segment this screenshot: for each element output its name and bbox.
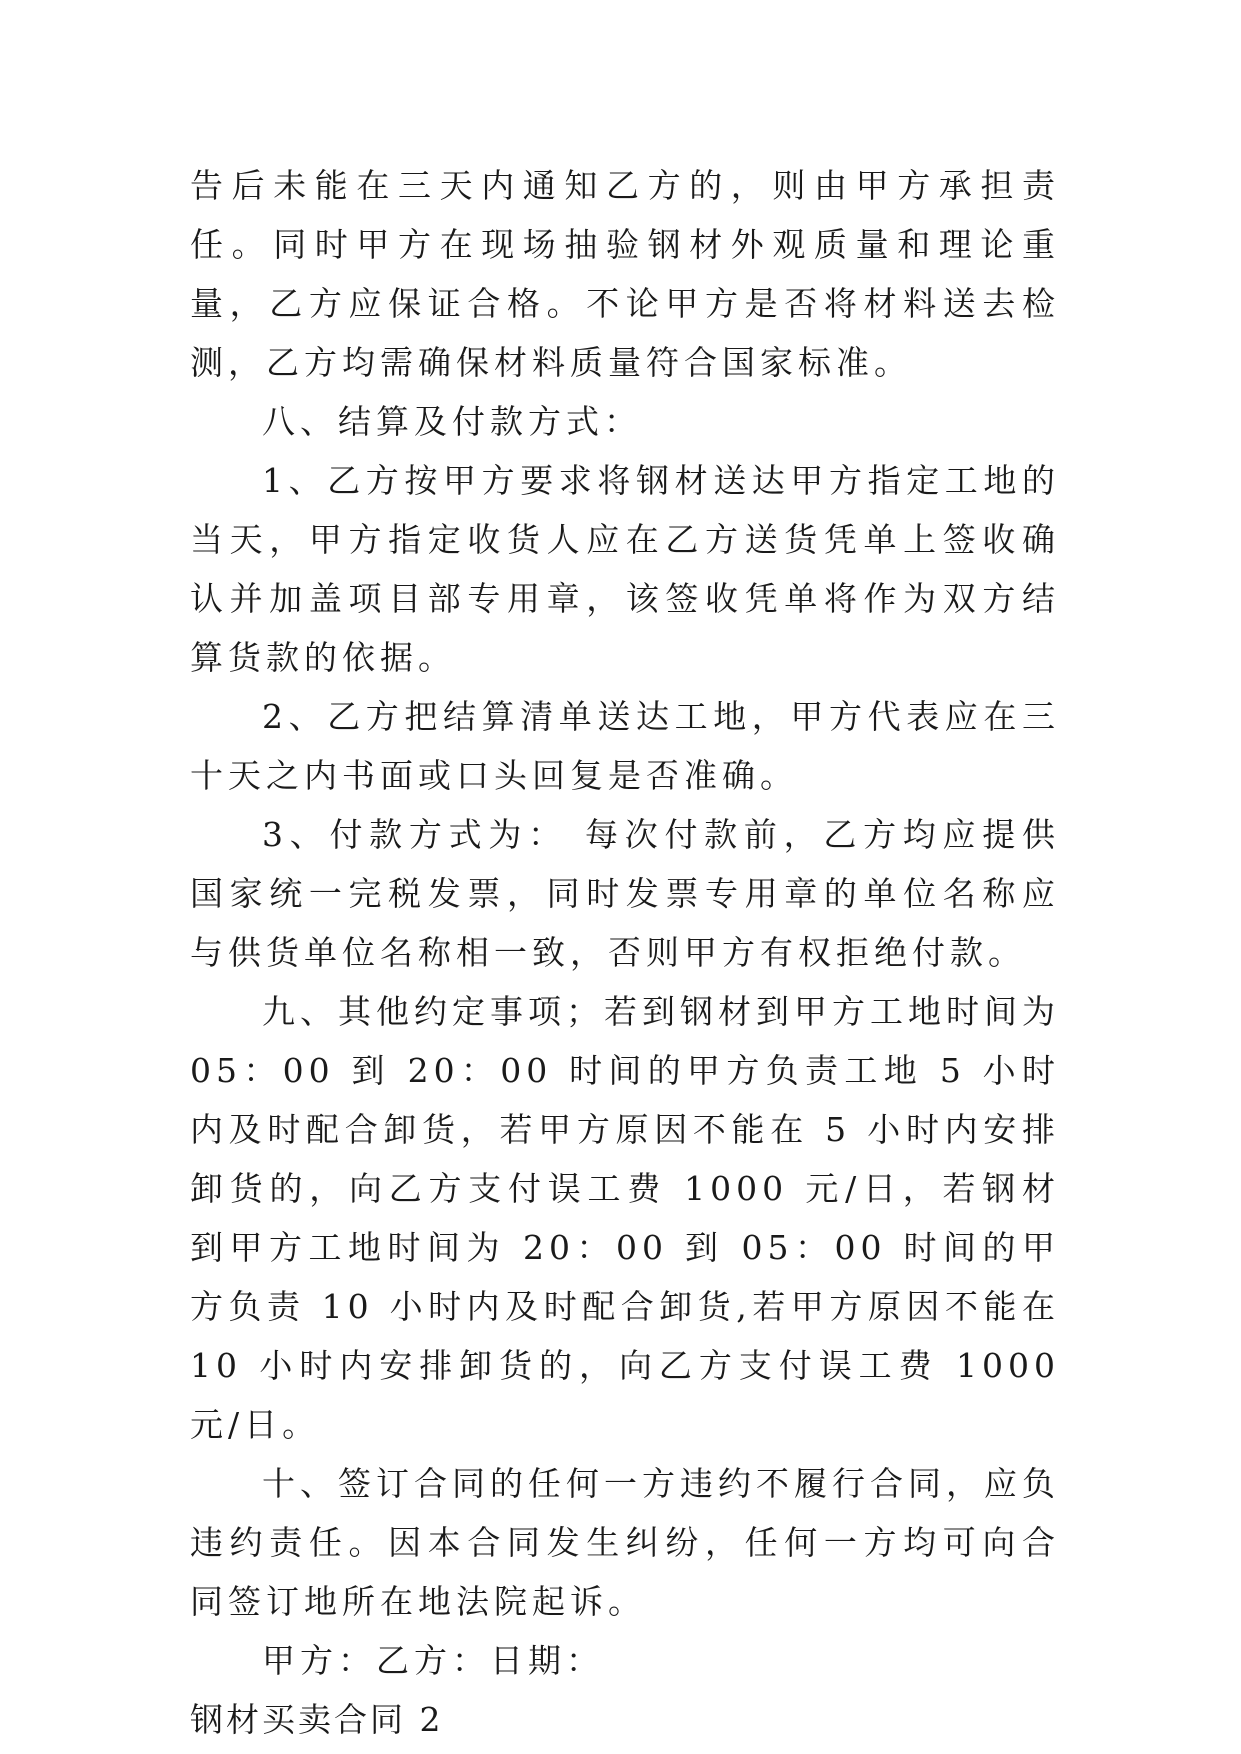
document-body xyxy=(190,156,1060,1749)
paragraph-settlement-2: 2、乙方把结算清单送达工地，甲方代表应在三十天之内书面或口头回复是否准确。 xyxy=(190,697,1060,795)
paragraph-quality-inspection: 告后未能在三天内通知乙方的，则由甲方承担责任。同时甲方在现场抽验钢材外观质量和理论重量，乙方应保证合格。不论甲方是否将材料送去检测，乙方均需确保材料质量符合国家标准。 xyxy=(190,166,1060,382)
paragraph-breach-liability: 十、签订合同的任何一方违约不履行合同，应负违约责任。因本合同发生纠纷，任何一方均可向合同签订地所在地法院起诉。 xyxy=(190,1464,1060,1621)
next-contract-title: 钢材买卖合同 2 xyxy=(190,1700,444,1739)
paragraph-settlement-3: 3、付款方式为： 每次付款前，乙方均应提供国家统一完税发票，同时发票专用章的单位名称应与供货单位名称相一致，否则甲方有权拒绝付款。 xyxy=(190,815,1060,972)
paragraph-other-terms: 九、其他约定事项；若到钢材到甲方工地时间为 05：00 到 20：00 时间的甲方负责工地 5 小时内及时配合卸货，若甲方原因不能在 5 小时内安排卸货的，向乙方支付误工费 1000 元/日，若钢材到甲方工地时间为 20：00 到 05：00 时间的甲方负责 10 小时内及时配合卸货,若甲方原因不能在 10 小时内安排卸货的，向乙方支付误工费 1000 元/日。 xyxy=(190,992,1060,1444)
heading-settlement-payment: 八、结算及付款方式： xyxy=(262,402,642,441)
paragraph-settlement-1: 1、乙方按甲方要求将钢材送达甲方指定工地的当天，甲方指定收货人应在乙方送货凭单上签收确认并加盖项目部专用章，该签收凭单将作为双方结算货款的依据。 xyxy=(190,461,1060,677)
signature-line: 甲方：乙方：日期： xyxy=(262,1641,604,1680)
